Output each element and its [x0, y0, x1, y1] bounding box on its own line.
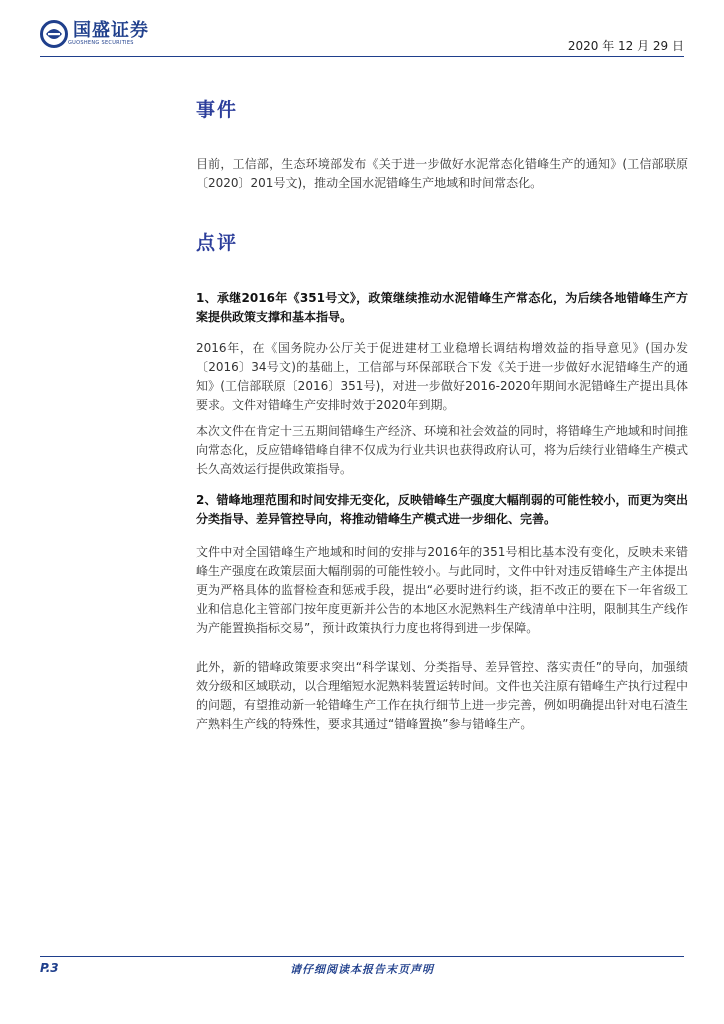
point-2-heading: 2、错峰地理范围和时间安排无变化，反映错峰生产强度大幅削弱的可能性较小，而更为突出分类指导、差异管控导向，将推动错峰生产模式进一步细化、完善。	[196, 493, 688, 526]
logo-text: 国盛证券	[73, 20, 149, 41]
point-1-heading: 1、承继2016年《351号文》，政策继续推动水泥错峰生产常态化，为后续各地错峰生产方案提供政策支撑和基本指导。	[196, 291, 688, 324]
section-title-comment: 点评	[196, 232, 239, 254]
company-logo	[40, 20, 149, 48]
event-paragraph: 目前，工信部，生态环境部发布《关于进一步做好水泥常态化错峰生产的通知》(工信部联原〔2020〕201号文)，推动全国水泥错峰生产地域和时间常态化。	[196, 157, 688, 190]
point-2-paragraph-a: 文件中对全国错峰生产地域和时间的安排与2016年的351号相比基本没有变化，反映未来错峰生产强度在政策层面大幅削弱的可能性较小。与此同时，文件中针对违反错峰生产主体提出更为严格具体的监督检查和惩戒手段，提出“必要时进行约谈，拒不改正的要在下一年省级工业和信息化主管部门按年度更新并公告的本地区水泥熟料生产线清单中注明，限制其生产线作为产能置换指标交易”，预计政策执行力度也将得到进一步保障。	[196, 545, 689, 635]
point-1-paragraph-a: 2016年，在《国务院办公厅关于促进建材工业稳增长调结构增效益的指导意见》(国办发〔2016〕34号文)的基础上，工信部与环保部联合下发《关于进一步做好水泥错峰生产的通知》(工信部联原〔2016〕351号)，对进一步做好2016-2020年期间水泥错峰生产提出具体要求。文件对错峰生产安排时效于2020年到期。	[196, 341, 688, 412]
page-header	[0, 0, 724, 60]
section-title-event: 事件	[196, 99, 239, 121]
point-1-paragraph-b: 本次文件在肯定十三五期间错峰生产经济、环境和社会效益的同时，将错峰生产地域和时间推向常态化，反应错峰错峰自律不仅成为行业共识也获得政府认可，将为后续行业错峰生产模式长久高效运行提供政策指导。	[196, 424, 689, 476]
footer-divider	[40, 956, 684, 957]
report-date: 2020 年 12 月 29 日	[567, 39, 684, 53]
footer-disclaimer: 请仔细阅读本报告末页声明	[290, 963, 434, 976]
logo-mark-icon	[40, 20, 68, 48]
page-number: P.3	[40, 961, 59, 975]
point-2-paragraph-b: 此外，新的错峰政策要求突出“科学谋划、分类指导、差异管控、落实责任”的导向，加强绩效分级和区域联动，以合理缩短水泥熟料装置运转时间。文件也关注原有错峰生产执行过程中的问题，有望推动新一轮错峰生产工作在执行细节上进一步完善，例如明确提出针对电石渣生产熟料生产线的特殊性，要求其通过“错峰置换”参与错峰生产。	[196, 660, 689, 731]
logo-subtext: GUOSHENG SECURITIES	[68, 40, 134, 46]
header-divider	[40, 56, 684, 57]
